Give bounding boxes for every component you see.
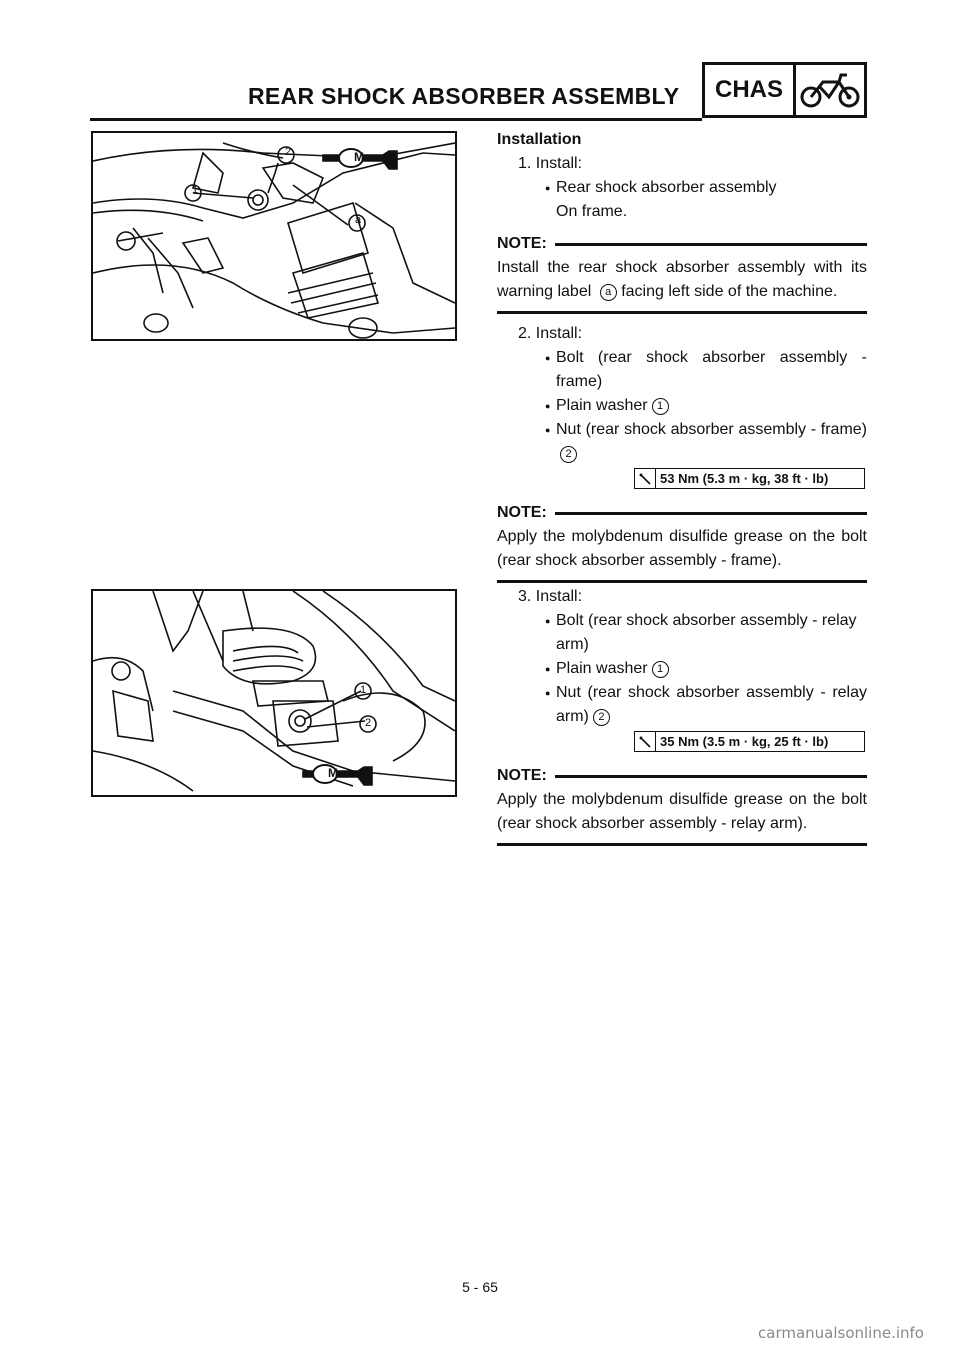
note-text: Apply the molybdenum disulfide grease on the bolt (rear shock absorber assembly - relay arm). <box>497 791 867 832</box>
callout-1: 1 <box>359 684 367 696</box>
marker-1: 1 <box>652 398 669 415</box>
header-rule <box>90 118 702 121</box>
note-header: NOTE: <box>497 764 867 788</box>
list-item: ● Plain washer 1 <box>497 657 867 681</box>
step-2-label: 2. Install: <box>518 325 583 342</box>
note-text: Apply the molybdenum disulfide grease on the bolt (rear shock absorber assembly - frame). <box>497 528 867 569</box>
note-end-rule <box>497 311 867 314</box>
motorcycle-icon <box>796 65 864 115</box>
grease-m-label: M <box>328 766 338 780</box>
note-header: NOTE: <box>497 232 867 256</box>
torque-wrench-icon <box>635 469 656 488</box>
list-item: ● Bolt (rear shock absorber assembly - frame) <box>497 346 867 394</box>
note-end-rule <box>497 843 867 846</box>
torque-spec: 35 Nm (3.5 m · kg, 25 ft · lb) <box>634 731 865 752</box>
page-title: REAR SHOCK ABSORBER ASSEMBLY <box>248 83 680 109</box>
list-item: ● Plain washer 1 <box>497 394 867 418</box>
note-end-rule <box>497 580 867 583</box>
marker-2: 2 <box>593 709 610 726</box>
installation-block-2 <box>497 585 867 846</box>
callout-1: 1 <box>191 184 199 196</box>
note-header: NOTE: <box>497 501 867 525</box>
marker-1: 1 <box>652 661 669 678</box>
callout-a: a <box>354 214 362 226</box>
step-3-label: 3. Install: <box>518 588 583 605</box>
section-code: CHAS <box>705 65 796 115</box>
torque-spec: 53 Nm (5.3 m · kg, 38 ft · lb) <box>634 468 865 489</box>
step-1-label: 1. Install: <box>518 155 583 172</box>
grease-m-label: M <box>354 150 364 164</box>
list-item-continuation: On frame. <box>556 203 628 220</box>
figure-rear-shock-bottom <box>91 589 457 797</box>
section-heading: Installation <box>497 131 582 148</box>
marker-2: 2 <box>560 446 577 463</box>
figure-rear-shock-top <box>91 131 457 341</box>
callout-2: 2 <box>364 717 372 729</box>
list-item: ● Nut (rear shock absorber assembly - relay arm) 2 <box>497 681 867 729</box>
watermark: carmanualsonline.info <box>758 1324 924 1342</box>
marker-a: a <box>600 284 617 301</box>
note-text: Install the rear shock absorber assembly with its warning label a facing left side of the machine. <box>497 259 867 300</box>
page-number: 5 - 65 <box>462 1279 498 1295</box>
section-badge <box>702 62 867 118</box>
list-item: ● Rear shock absorber assembly <box>497 176 867 200</box>
callout-2: 2 <box>284 146 292 158</box>
installation-block-1 <box>497 128 867 583</box>
list-item: ● Nut (rear shock absorber assembly - frame)2 <box>497 418 867 466</box>
torque-wrench-icon <box>635 732 656 751</box>
list-item: ● Bolt (rear shock absorber assembly - relay arm) <box>497 609 867 657</box>
